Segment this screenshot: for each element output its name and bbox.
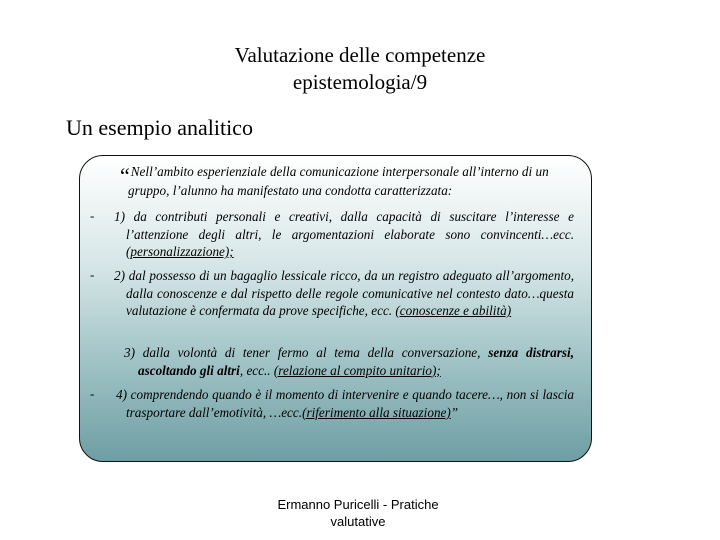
item-3-text-b: , ecc.. xyxy=(239,362,271,378)
item-2-dash: - xyxy=(90,267,95,282)
item-2-tag: (conoscenze e abilità) xyxy=(395,303,512,319)
item-4 xyxy=(114,386,574,421)
item-4-dash: - xyxy=(90,386,95,401)
intro-text: Nell’ambito esperienziale della comunicazione interpersonale all’interno di un gruppo, l’alunno ha manifestato una condotta caratterizzata: xyxy=(128,164,549,198)
item-4-tag: (riferimento alla situazione) xyxy=(302,404,451,420)
item-3-bold: senza distrarsi, ascoltando gli altri xyxy=(138,345,574,378)
footer-credit xyxy=(258,496,458,530)
slide-subtitle: Un esempio analitico xyxy=(66,115,253,140)
example-box xyxy=(79,155,592,462)
item-1 xyxy=(114,208,574,261)
close-quote: ” xyxy=(450,404,459,420)
footer-line-1: Ermanno Puricelli - Pratiche xyxy=(277,497,439,512)
item-4-text: 4) comprendendo quando è il momento di intervenire e quando tacere…, non si lascia trasportare dall’emotività, …ecc. xyxy=(116,387,574,420)
slide-title-line-2: epistemologia/9 xyxy=(292,70,428,94)
item-3 xyxy=(114,344,574,379)
item-2-text: 2) dal possesso di un bagaglio lessicale ricco, da un registro adeguato all’argomento, dalla conoscenze e dal rispetto delle regole comunicative nel contesto dato…questa valutazione è confermata da prove specifiche, ecc. xyxy=(114,268,574,319)
item-3-tag: (relazione al compito unitario); xyxy=(273,362,441,378)
item-3-text-a: 3) dalla volontà di tener fermo al tema della conversazione, xyxy=(124,345,481,360)
open-quote: “ xyxy=(120,163,130,188)
footer-line-2: valutative xyxy=(330,514,386,529)
slide-title xyxy=(150,42,570,96)
slide-title-line-1: Valutazione delle competenze xyxy=(234,43,486,67)
intro-paragraph xyxy=(92,163,582,200)
item-1-tag: (personalizzazione); xyxy=(126,244,234,260)
item-1-text: 1) da contributi personali e creativi, dalla capacità di suscitare l’interesse e l’attenzione degli altri, le argomentazioni elaborate sono convincenti…ecc. xyxy=(114,209,574,242)
item-1-dash: - xyxy=(90,208,95,223)
item-2 xyxy=(114,267,574,320)
